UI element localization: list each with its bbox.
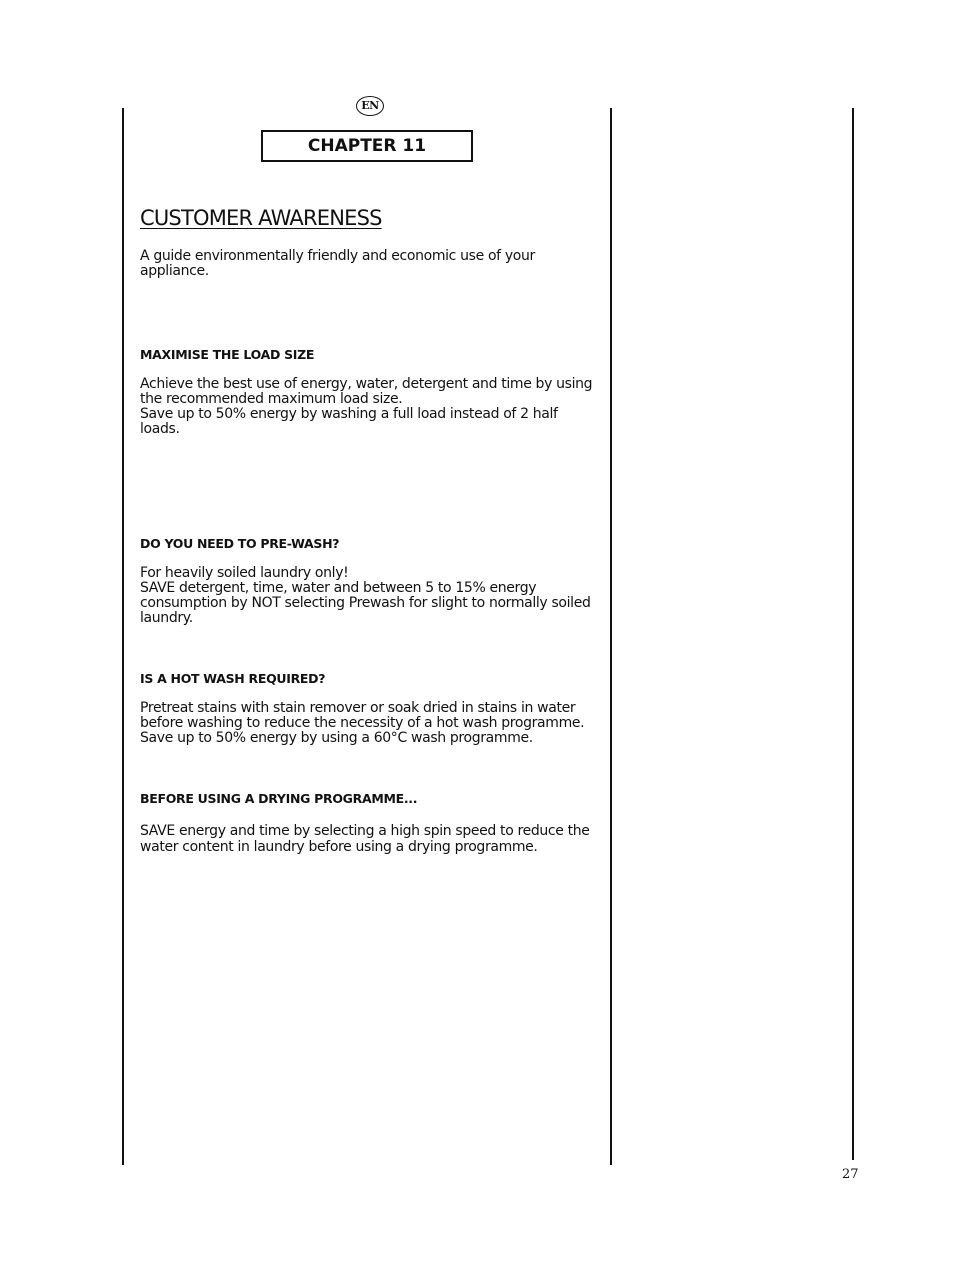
section-heading: IS A HOT WASH REQUIRED? — [140, 671, 326, 686]
section-hot-wash — [140, 671, 600, 746]
section-heading: BEFORE USING A DRYING PROGRAMME... — [140, 791, 418, 806]
section-paragraph: Save up to 50% energy by using a 60°C wash programme. — [140, 730, 533, 746]
page-number: 27 — [842, 1167, 859, 1182]
section-pre-wash — [140, 536, 600, 626]
right-margin-rule — [852, 108, 854, 1160]
chapter-label: CHAPTER 11 — [261, 130, 473, 162]
language-badge: EN — [356, 96, 384, 116]
intro-text: A guide environmentally friendly and economic use of your appliance. — [140, 248, 535, 279]
section-drying — [140, 791, 600, 855]
left-margin-rule — [122, 108, 124, 1165]
section-paragraph: Achieve the best use of energy, water, detergent and time by using the recommended maximum load size. — [140, 376, 593, 407]
section-heading: MAXIMISE THE LOAD SIZE — [140, 347, 315, 362]
center-column-rule — [610, 108, 612, 1165]
section-load-size — [140, 347, 600, 437]
section-paragraph: For heavily soiled laundry only! — [140, 565, 349, 581]
section-paragraph: Save up to 50% energy by washing a full load instead of 2 half loads. — [140, 406, 558, 437]
section-heading: DO YOU NEED TO PRE-WASH? — [140, 536, 340, 551]
section-paragraph: Pretreat stains with stain remover or soak dried in stains in water before washing to reduce the necessity of a hot wash programme. — [140, 700, 585, 731]
page-title: CUSTOMER AWARENESS — [140, 206, 382, 230]
section-paragraph: SAVE energy and time by selecting a high spin speed to reduce the water content in laundry before using a drying programme. — [140, 823, 590, 855]
section-paragraph: SAVE detergent, time, water and between 5 to 15% energy consumption by NOT selecting Prewash for slight to normally soiled laundry. — [140, 580, 591, 626]
